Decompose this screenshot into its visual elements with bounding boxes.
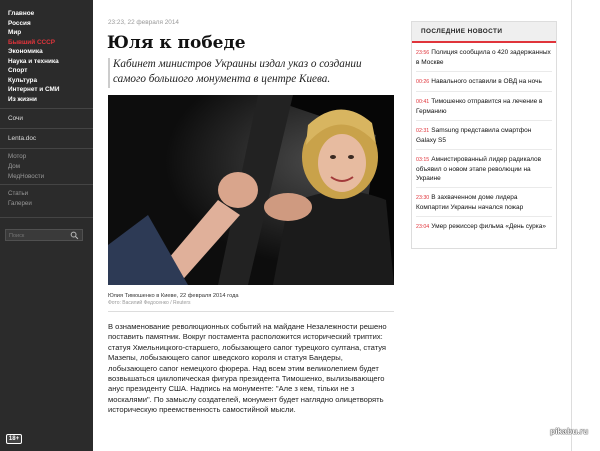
article-body: В ознаменование революционных событий на майдане Незалежности решено поставить памятник. Вокруг постамента расположится исторический триптих: статуя Хмельницкого-старшего, лобызающего сапог турецкого султана, статуя Мазепы, лобызающего сапог шведского короля и статуя Бандеры, лобызающего сапог немецкого фюрера. Над всем этим великолепием будет возвышаться циклопическая фигура президента Тимошенко, вылизывающего анус президенту США. Надпись на монументе: "Але з кем, тільки не з москалями". По замыслу создателей, монумент будет наглядно олицетворять историческую преемственность самостийной мысли.	[108, 322, 387, 415]
news-item[interactable]	[416, 121, 552, 150]
nav-item-sport[interactable]: Спорт	[8, 67, 28, 74]
sidebar-link-galleries[interactable]: Галереи	[8, 200, 32, 207]
news-time: 00:26	[416, 79, 430, 85]
search-icon[interactable]	[70, 231, 79, 240]
photo-illustration	[108, 95, 394, 285]
nav-item-culture[interactable]: Культура	[8, 76, 38, 84]
age-rating-badge: 18+	[6, 434, 22, 444]
sidebar-link-articles[interactable]: Статьи	[8, 190, 29, 197]
sidebar-link-motor[interactable]: Мотор	[8, 153, 27, 160]
news-headline[interactable]: Амнистированный лидер радикалов объявил о новом этапе революции на Украине	[416, 156, 542, 182]
photo-caption: Юлия Тимошенко в Киеве, 22 февраля 2014 года	[108, 293, 239, 299]
article-lead: Кабинет министров Украины издал указ о создании самого большого монумента в центре Киева.	[113, 58, 362, 85]
nav-item-internet[interactable]: Интернет и СМИ	[8, 86, 60, 93]
caption-divider	[108, 311, 394, 312]
nav-item-science[interactable]: Наука и техника	[8, 57, 59, 65]
news-item[interactable]	[416, 217, 552, 236]
search-input[interactable]	[9, 232, 69, 239]
nav-item-russia[interactable]: Россия	[8, 19, 31, 27]
news-headline[interactable]: Умер режиссер фильма «День сурка»	[431, 223, 546, 230]
sidebar-link-dom[interactable]: Дом	[8, 163, 20, 170]
article-photo[interactable]	[108, 95, 394, 285]
sidebar-link-sochi[interactable]: Сочи	[8, 115, 23, 122]
news-headline[interactable]: Samsung представила смартфон Galaxy S5	[416, 127, 532, 144]
sidebar-divider	[0, 108, 93, 109]
news-item[interactable]	[416, 150, 552, 188]
news-item[interactable]	[416, 72, 552, 92]
news-item[interactable]	[416, 92, 552, 121]
article-date: 23:23, 22 февраля 2014	[108, 19, 179, 26]
nav-item-former-ussr[interactable]: Бывший СССР	[8, 38, 56, 46]
article	[93, 0, 571, 451]
watermark: pikabu.ru	[550, 426, 589, 436]
news-time: 23:30	[416, 195, 430, 201]
sidebar	[0, 0, 93, 451]
sidebar-divider	[0, 217, 93, 218]
sidebar-link-mednovosti[interactable]: МедНовости	[8, 173, 45, 180]
news-time: 23:04	[416, 224, 430, 230]
sidebar-divider	[0, 184, 93, 185]
news-headline[interactable]: В захваченном доме лидера Компартии Украины начался пожар	[416, 194, 524, 211]
nav-item-life[interactable]: Из жизни	[8, 95, 37, 103]
news-time: 00:41	[416, 99, 430, 105]
sidebar-link-lenta-doc[interactable]: Lenta.doc	[8, 135, 37, 142]
news-item[interactable]	[416, 43, 552, 72]
sidebar-sections	[8, 189, 32, 209]
news-item[interactable]	[416, 188, 552, 217]
news-headline[interactable]: Тимошенко отправится на лечение в Германию	[416, 98, 543, 115]
latest-news-panel	[411, 21, 557, 249]
photo-credit: Фото: Василий Федосенко / Reuters	[108, 300, 191, 306]
sidebar-divider	[0, 148, 93, 149]
news-time: 02:31	[416, 128, 430, 134]
news-time: 03:15	[416, 157, 430, 163]
latest-news-list	[412, 43, 556, 236]
article-title: Юля к победе	[107, 33, 246, 53]
nav-item-economy[interactable]: Экономика	[8, 48, 43, 55]
sidebar-projects	[8, 152, 44, 182]
news-headline[interactable]: Навального оставили в ОВД на ночь	[431, 78, 542, 85]
search-box	[5, 229, 83, 241]
sidebar-nav	[8, 9, 59, 104]
nav-item-main[interactable]: Главное	[8, 10, 35, 17]
nav-item-world[interactable]: Мир	[8, 29, 22, 36]
news-time: 23:56	[416, 50, 430, 56]
sidebar-divider	[0, 128, 93, 129]
news-headline[interactable]: Полиция сообщила о 420 задержанных в Москве	[416, 49, 551, 66]
lead-rule	[108, 58, 110, 88]
latest-news-header: ПОСЛЕДНИЕ НОВОСТИ	[412, 22, 556, 43]
right-gutter	[571, 0, 600, 451]
